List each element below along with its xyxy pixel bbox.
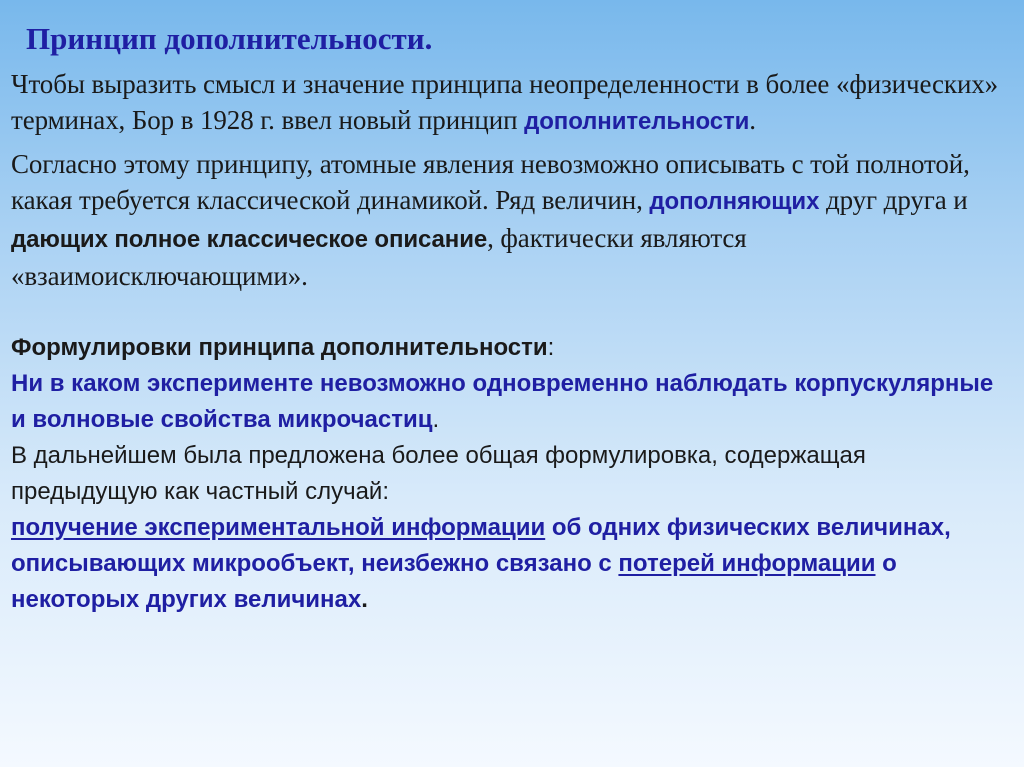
formulation-1-period: . — [432, 406, 440, 433]
formulation-2-text-2: о некоторых других величинах — [11, 550, 897, 613]
intro-paragraph — [11, 66, 1008, 140]
formulation-2-period: . — [361, 586, 368, 613]
slide-title: Принцип дополнительности. — [26, 21, 433, 56]
formulations-heading-text: Формулировки принципа дополнительности — [11, 334, 548, 361]
principle-text-1: Согласно этому принципу, атомные явления невозможно описывать с той полнотой, какая требуется классической динамикой. Ряд величин, — [11, 149, 970, 215]
formulation-2-text-1: об одних физических величинах, описывающих микрообъект, неизбежно связано с — [11, 514, 951, 577]
principle-paragraph — [11, 146, 1008, 294]
complementarity-term: дополнительности — [524, 108, 750, 135]
complementing-term: дополняющих — [649, 188, 820, 215]
full-description-term: дающих полное классическое описание — [11, 226, 488, 253]
general-text: В дальнейшем была предложена более общая формулировка, содержащая предыдущую как частный случай: — [11, 442, 866, 505]
formulations-heading-colon: : — [547, 334, 555, 361]
formulation-2 — [11, 510, 1008, 618]
intro-text: Чтобы выразить смысл и значение принципа неопределенности в более «физических» терминах, Бор в 1928 г. ввел новый принцип — [11, 69, 999, 135]
formulations-heading — [11, 330, 1008, 366]
general-paragraph — [11, 438, 1008, 510]
formulation-1 — [11, 366, 1008, 438]
principle-text-2: друг друга и — [819, 185, 968, 215]
experimental-info-term: получение экспериментальной информации — [11, 514, 546, 541]
principle-text-3: , фактически являются «взаимоисключающими». — [11, 223, 747, 291]
formulation-1-text: Ни в каком эксперименте невозможно одновременно наблюдать корпускулярные и волновые свойства микрочастиц — [11, 370, 994, 433]
info-loss-term: потерей информации — [618, 550, 876, 577]
intro-period: . — [749, 105, 756, 135]
